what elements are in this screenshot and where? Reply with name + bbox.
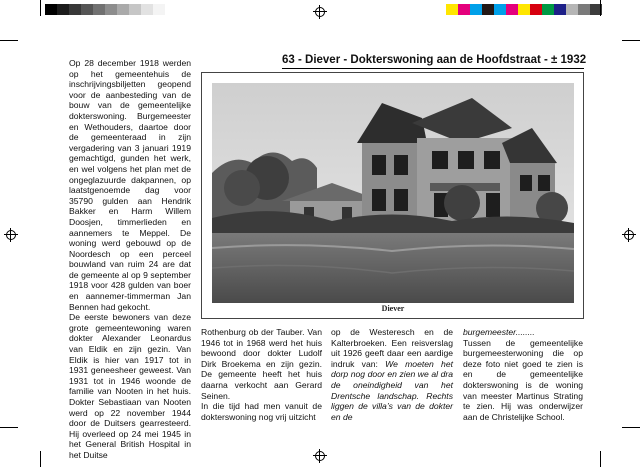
color-swatch [470, 4, 482, 15]
quote-text: We moeten het dorp nog door en zien we al dra de oneindigheid van het Drentsche landschap. Rechts liggen de villa’s van de dokter en de [331, 358, 453, 422]
house-photo [212, 83, 574, 303]
crop-mark [40, 451, 41, 467]
gray-swatch [129, 4, 141, 15]
gray-swatch [45, 4, 57, 15]
text-column-1 [69, 58, 191, 461]
gray-swatch [93, 4, 105, 15]
paragraph: Rothenburg ob der Tauber. Van 1946 tot in 1968 werd het huis bewoond door dokter Ludolf Dirk Broekema en zijn gezin. De gemeente heeft het huis daarna verkocht aan Gerard Seinen. [201, 327, 322, 401]
paragraph: Op 28 december 1918 werden op het gemeentehuis de inschrijvingsbiljetten geopend voor de aanbesteding van de bouw van de gemeentelijke dokterswoning. Burgemeester en Wethouders, daartoe door de gemeenteraad in zijn vergadering van 3 januari 1919 gemachtigd, gunden het werk, en wel volgens het plan met de ongeglazuurde dakpannen, op laatstgenoemde dag voor 35790 gulden aan Hendrik Bakker en Harm Willem Doosjen, timmerlieden en aannemers te Meppel. De woning werd gebouwd op de Noordesch op een perceel bouwland van ruim 24 are dat de gemeente al op 9 september 1918 voor 428 gulden van boer en aannemer-timmerman Jan Bennen had gekocht. [69, 58, 191, 312]
crop-mark [600, 451, 601, 467]
color-swatch [542, 4, 554, 15]
color-swatch [458, 4, 470, 15]
crop-mark [622, 40, 640, 41]
gray-swatch [81, 4, 93, 15]
crop-mark [622, 427, 640, 428]
color-swatch [482, 4, 494, 15]
quote-text: burgemeester........ [463, 327, 535, 337]
color-swatch [446, 4, 458, 15]
paragraph: In die tijd had men vanuit de dokterswoning nog vrij uitzicht [201, 401, 322, 422]
registration-mark-right [622, 228, 636, 242]
photo-caption: Diever [381, 304, 405, 313]
color-swatch [518, 4, 530, 15]
paragraph [331, 327, 453, 422]
color-swatch [566, 4, 578, 15]
crop-mark [0, 40, 18, 41]
registration-mark-top [313, 5, 327, 19]
color-swatch [554, 4, 566, 15]
text-column-4 [463, 327, 583, 422]
gray-swatch [141, 4, 153, 15]
paragraph: De eerste bewoners van deze grote gemeentewoning waren dokter Alexander Leonardus van Eldik en zijn gezin. Van Eldik is hier van 1917 tot in 1931 geneesheer geweest. Van 1931 tot in 1946 woonde de familie van Nooten in het huis. Dokter Sebastiaan van Nooten werd op 22 november 1944 door de Duitsers gearresteerd. Hij overleed op 24 mei 1945 in het General British Hospital in het Duitse [69, 312, 191, 460]
gray-swatch [69, 4, 81, 15]
crop-mark [0, 427, 18, 428]
color-swatch [578, 4, 590, 15]
text-column-2 [201, 327, 322, 422]
gray-swatch [153, 4, 165, 15]
color-calibration-bar [446, 4, 602, 15]
color-swatch [494, 4, 506, 15]
registration-mark-bottom [313, 449, 327, 463]
text-column-3 [331, 327, 453, 422]
page-title: 63 - Diever - Dokterswoning aan de Hoofdstraat - ± 1932 [282, 54, 587, 66]
crop-mark [40, 0, 41, 16]
plain-text: op de Westeresch en de Kalterbroeken. Een reisverslag uit 1926 geeft daar een aardige indruk van: [331, 327, 453, 369]
color-swatch [530, 4, 542, 15]
paragraph: Tussen de gemeentelijke burgemeesterwoning die op deze foto niet goed te zien is en de gemeentelijke dokterswoning is de woning van meester Martinus Strating te zien. Hij was onderwijzer aan de Christelijke School. [463, 337, 583, 422]
registration-mark-left [4, 228, 18, 242]
title-rule [282, 68, 584, 69]
gray-calibration-bar [45, 4, 165, 15]
gray-swatch [105, 4, 117, 15]
color-swatch [506, 4, 518, 15]
crop-mark [600, 0, 601, 16]
gray-swatch [57, 4, 69, 15]
gray-swatch [117, 4, 129, 15]
